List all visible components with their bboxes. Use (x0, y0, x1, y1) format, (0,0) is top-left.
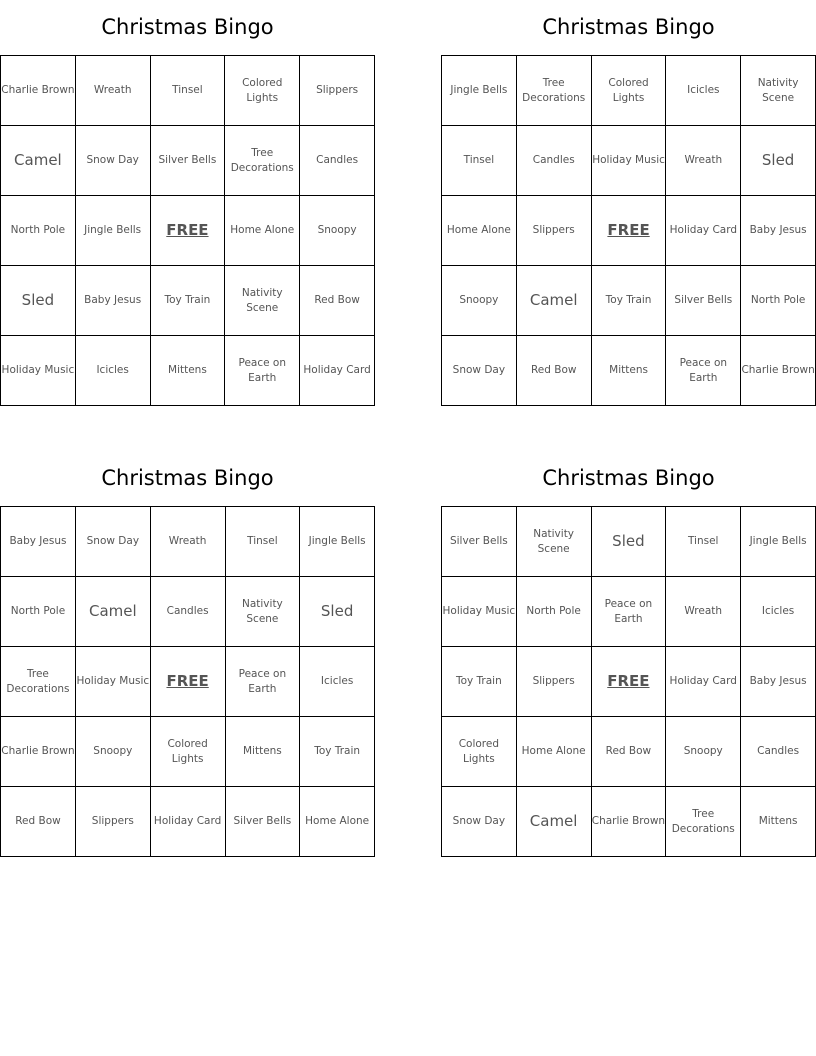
bingo-cell[interactable]: Nativity Scene (225, 266, 300, 336)
bingo-cell[interactable]: Holiday Music (442, 577, 517, 647)
bingo-cell[interactable]: Wreath (666, 126, 741, 196)
bingo-cell[interactable]: Camel (516, 266, 591, 336)
bingo-cell[interactable]: Nativity Scene (225, 577, 300, 647)
bingo-cell[interactable]: Wreath (150, 507, 225, 577)
bingo-cell[interactable]: Holiday Card (150, 787, 225, 857)
grid-row (442, 266, 816, 336)
bingo-cell[interactable]: Baby Jesus (741, 647, 816, 717)
bingo-cell[interactable]: Sled (591, 507, 666, 577)
grid-row (1, 266, 375, 336)
card-title: Christmas Bingo (101, 15, 274, 39)
bingo-cell[interactable]: Peace on Earth (666, 336, 741, 406)
free-space-cell[interactable]: FREE (150, 647, 225, 717)
bingo-cell[interactable]: Wreath (666, 577, 741, 647)
bingo-cell[interactable]: Holiday Card (300, 336, 375, 406)
bingo-cell[interactable]: Toy Train (442, 647, 517, 717)
bingo-cell[interactable]: Candles (741, 717, 816, 787)
bingo-grid (0, 506, 375, 857)
bingo-cell[interactable]: Red Bow (591, 717, 666, 787)
bingo-cell[interactable]: Snoopy (666, 717, 741, 787)
bingo-cell[interactable]: Snoopy (75, 717, 150, 787)
bingo-cell[interactable]: Snoopy (442, 266, 517, 336)
bingo-cell[interactable]: Baby Jesus (741, 196, 816, 266)
bingo-cell[interactable]: Silver Bells (150, 126, 225, 196)
bingo-cell[interactable]: Holiday Music (75, 647, 150, 717)
bingo-cell[interactable]: Toy Train (150, 266, 225, 336)
bingo-cell[interactable]: Colored Lights (442, 717, 517, 787)
bingo-cell[interactable]: Nativity Scene (741, 56, 816, 126)
bingo-cell[interactable]: Colored Lights (225, 56, 300, 126)
bingo-cell[interactable]: Snow Day (75, 507, 150, 577)
bingo-cell[interactable]: North Pole (741, 266, 816, 336)
grid-row (442, 717, 816, 787)
bingo-cell[interactable]: Home Alone (225, 196, 300, 266)
bingo-cell[interactable]: Charlie Brown (1, 56, 76, 126)
bingo-cell[interactable]: Colored Lights (150, 717, 225, 787)
bingo-cell[interactable]: Home Alone (300, 787, 375, 857)
bingo-cell[interactable]: Jingle Bells (741, 507, 816, 577)
grid-row (442, 196, 816, 266)
grid-row (442, 126, 816, 196)
bingo-cell[interactable]: Tinsel (666, 507, 741, 577)
bingo-cell[interactable]: Jingle Bells (300, 507, 375, 577)
bingo-cell[interactable]: Home Alone (516, 717, 591, 787)
grid-row (1, 196, 375, 266)
grid-row (1, 717, 375, 787)
bingo-cell[interactable]: Holiday Music (1, 336, 76, 406)
bingo-grid (441, 55, 816, 406)
bingo-cell[interactable]: Tree Decorations (225, 126, 300, 196)
bingo-cell[interactable]: Holiday Card (666, 647, 741, 717)
bingo-cell[interactable]: Mittens (225, 717, 300, 787)
grid-row (442, 787, 816, 857)
bingo-cell[interactable]: Peace on Earth (225, 647, 300, 717)
bingo-cell[interactable]: Icicles (741, 577, 816, 647)
bingo-cell[interactable]: Baby Jesus (1, 507, 76, 577)
bingo-cell[interactable]: Snow Day (442, 787, 517, 857)
bingo-cell[interactable]: Snow Day (442, 336, 517, 406)
bingo-cell[interactable]: Tinsel (225, 507, 300, 577)
bingo-cell[interactable]: Home Alone (442, 196, 517, 266)
bingo-cell[interactable]: Toy Train (300, 717, 375, 787)
grid-row (1, 126, 375, 196)
bingo-cell[interactable]: North Pole (1, 196, 76, 266)
card-title: Christmas Bingo (542, 466, 715, 490)
bingo-cell[interactable]: Holiday Card (666, 196, 741, 266)
bingo-cell[interactable]: Slippers (75, 787, 150, 857)
bingo-cell[interactable]: Jingle Bells (442, 56, 517, 126)
free-space-cell[interactable]: FREE (150, 196, 225, 266)
grid-row (1, 577, 375, 647)
grid-row (1, 56, 375, 126)
bingo-cell[interactable]: Wreath (75, 56, 150, 126)
bingo-cell[interactable]: Candles (150, 577, 225, 647)
grid-row (1, 507, 375, 577)
bingo-cell[interactable]: Mittens (741, 787, 816, 857)
bingo-cell[interactable]: North Pole (1, 577, 76, 647)
grid-row (1, 336, 375, 406)
bingo-cell[interactable]: Tree Decorations (666, 787, 741, 857)
bingo-cell[interactable]: Slippers (516, 196, 591, 266)
bingo-cell[interactable]: Red Bow (300, 266, 375, 336)
bingo-cell[interactable]: Red Bow (1, 787, 76, 857)
bingo-cell[interactable]: Snow Day (75, 126, 150, 196)
free-space-cell[interactable]: FREE (591, 647, 666, 717)
bingo-cell[interactable]: Peace on Earth (591, 577, 666, 647)
bingo-cell[interactable]: Jingle Bells (75, 196, 150, 266)
bingo-cell[interactable]: Red Bow (516, 336, 591, 406)
bingo-cell[interactable]: North Pole (516, 577, 591, 647)
bingo-cell[interactable]: Tinsel (442, 126, 517, 196)
bingo-cell[interactable]: Sled (741, 126, 816, 196)
bingo-cell[interactable]: Toy Train (591, 266, 666, 336)
bingo-cell[interactable]: Peace on Earth (225, 336, 300, 406)
bingo-cell[interactable]: Tree Decorations (516, 56, 591, 126)
grid-row (442, 647, 816, 717)
bingo-cell[interactable]: Mittens (150, 336, 225, 406)
grid-row (442, 56, 816, 126)
bingo-cell[interactable]: Colored Lights (591, 56, 666, 126)
bingo-cell[interactable]: Sled (300, 577, 375, 647)
bingo-cell[interactable]: Slippers (300, 56, 375, 126)
bingo-cell[interactable]: Mittens (591, 336, 666, 406)
bingo-cell[interactable]: Camel (75, 577, 150, 647)
bingo-cell[interactable]: Tree Decorations (1, 647, 76, 717)
bingo-cell[interactable]: Icicles (75, 336, 150, 406)
bingo-cell[interactable]: Camel (516, 787, 591, 857)
bingo-cell[interactable]: Nativity Scene (516, 507, 591, 577)
free-space-cell[interactable]: FREE (591, 196, 666, 266)
bingo-cell[interactable]: Holiday Music (591, 126, 666, 196)
bingo-cell[interactable]: Tinsel (150, 56, 225, 126)
bingo-cell[interactable]: Icicles (300, 647, 375, 717)
bingo-cell[interactable]: Charlie Brown (741, 336, 816, 406)
grid-row (1, 647, 375, 717)
bingo-cell[interactable]: Charlie Brown (1, 717, 76, 787)
grid-row (442, 507, 816, 577)
bingo-cell[interactable]: Silver Bells (666, 266, 741, 336)
bingo-cell[interactable]: Sled (1, 266, 76, 336)
grid-row (1, 787, 375, 857)
bingo-cell[interactable]: Snoopy (300, 196, 375, 266)
grid-row (442, 577, 816, 647)
bingo-cell[interactable]: Baby Jesus (75, 266, 150, 336)
bingo-cell[interactable]: Silver Bells (442, 507, 517, 577)
bingo-cell[interactable]: Candles (300, 126, 375, 196)
bingo-grid (441, 506, 816, 857)
bingo-grid (0, 55, 375, 406)
card-title: Christmas Bingo (542, 15, 715, 39)
bingo-cell[interactable]: Candles (516, 126, 591, 196)
bingo-cell[interactable]: Camel (1, 126, 76, 196)
bingo-cell[interactable]: Silver Bells (225, 787, 300, 857)
bingo-cell[interactable]: Slippers (516, 647, 591, 717)
bingo-cell[interactable]: Charlie Brown (591, 787, 666, 857)
bingo-cell[interactable]: Icicles (666, 56, 741, 126)
card-title: Christmas Bingo (101, 466, 274, 490)
grid-row (442, 336, 816, 406)
